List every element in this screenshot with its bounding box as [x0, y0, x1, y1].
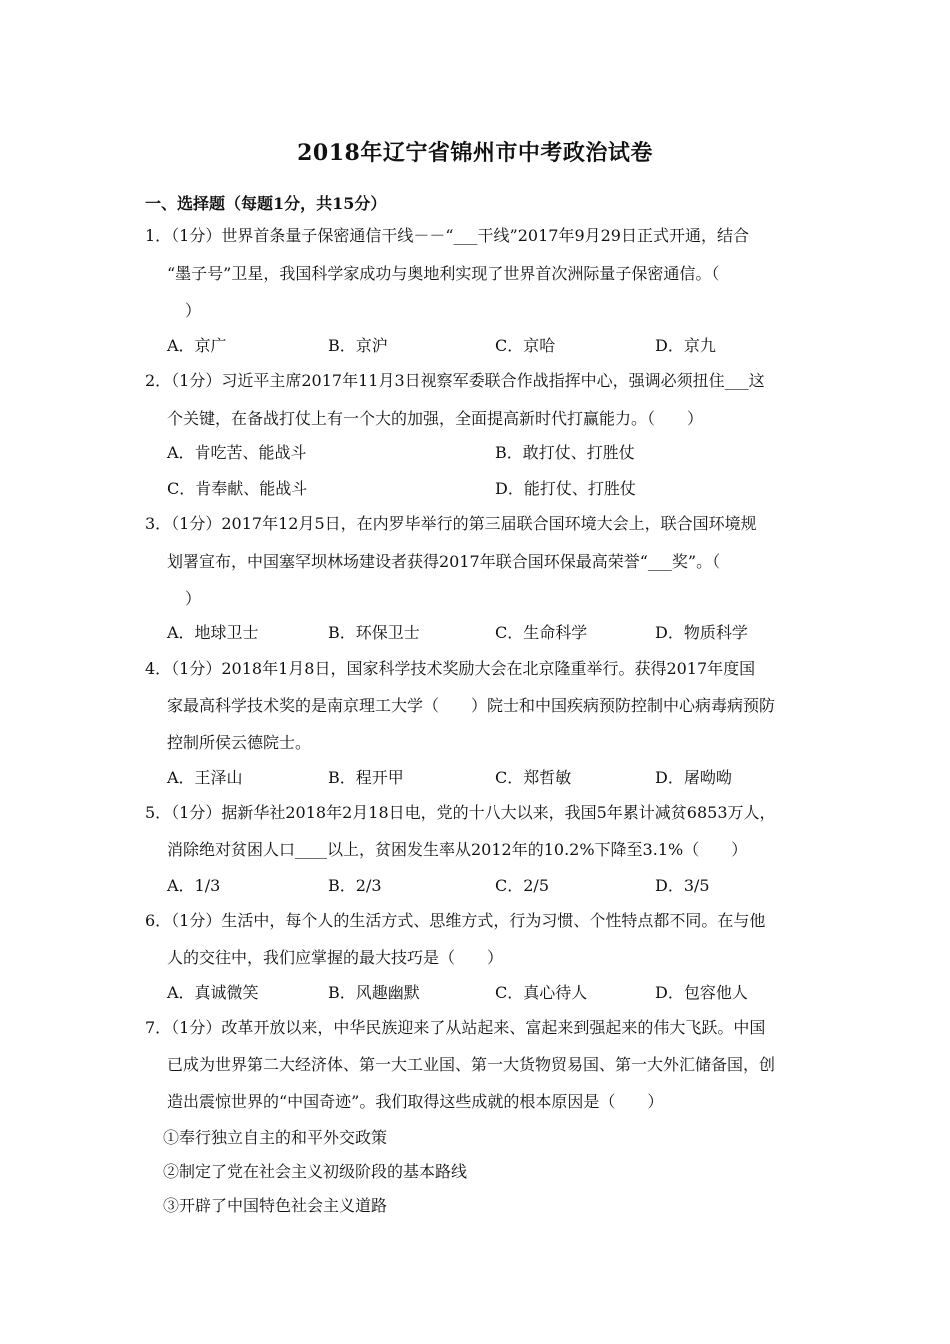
option-a: A．地球卫士 [167, 623, 259, 642]
option-b: B．2/3 [328, 876, 382, 895]
option-a: A．王泽山 [167, 768, 243, 787]
option-c: C．真心待人 [495, 983, 588, 1002]
option-b: B．风趣幽默 [328, 983, 420, 1002]
option-c: C．生命科学 [495, 623, 588, 642]
question-text: 家最高科学技术奖的是南京理工大学（ ）院士和中国疾病预防控制中心病毒病预防 [167, 696, 776, 715]
question-text: 造出震惊世界的“中国奇迹”。我们取得这些成就的根本原因是（ ） [167, 1092, 664, 1111]
question-text: 已成为世界第二大经济体、第一大工业国、第一大货物贸易国、第一大外汇储备国，创 [167, 1055, 776, 1074]
option-d: D．屠呦呦 [655, 768, 732, 787]
page-title: 2018年辽宁省锦州市中考政治试卷 [297, 140, 653, 166]
option-c: C．2/5 [495, 876, 549, 895]
question-text: 4．（1分）2018年1月8日，国家科学技术奖励大会在北京隆重举行。获得2017年度国 [145, 659, 756, 678]
statement-2: ②制定了党在社会主义初级阶段的基本路线 [163, 1162, 468, 1181]
question-text: 6．（1分）生活中，每个人的生活方式、思维方式，行为习惯、个性特点都不同。在与他 [145, 911, 766, 930]
question-text: ） [185, 301, 202, 320]
statement-3: ③开辟了中国特色社会主义道路 [163, 1196, 388, 1215]
question-text: 消除绝对贫困人口____以上，贫困发生率从2012年的10.2%下降至3.1%（ ） [167, 840, 748, 859]
question-text: “墨子号”卫星，我国科学家成功与奥地利实现了世界首次洲际量子保密通信。（ [167, 264, 720, 283]
question-text: 人的交往中，我们应掌握的最大技巧是（ ） [167, 948, 504, 967]
option-c: C．肯奉献、能战斗 [167, 479, 308, 498]
option-a: A．京广 [167, 336, 227, 355]
section-heading: 一、选择题（每题1分，共15分） [145, 194, 387, 213]
option-b: B．程开甲 [328, 768, 404, 787]
question-text: 控制所侯云德院士。 [167, 733, 312, 752]
option-d: D．包容他人 [655, 983, 748, 1002]
question-text: 7．（1分）改革开放以来，中华民族迎来了从站起来、富起来到强起来的伟大飞跃。中国 [145, 1018, 766, 1037]
option-d: D．能打仗、打胜仗 [495, 479, 636, 498]
question-text: 3．（1分）2017年12月5日，在内罗毕举行的第三届联合国环境大会上，联合国环境规 [145, 514, 757, 533]
question-text: ） [185, 589, 202, 608]
question-text: 1．（1分）世界首条量子保密通信干线－－“___干线”2017年9月29日正式开通，结合 [145, 226, 749, 245]
option-b: B．京沪 [328, 336, 388, 355]
question-text: 2．（1分）习近平主席2017年11月3日视察军委联合作战指挥中心，强调必须扭住___这 [145, 371, 765, 390]
option-d: D．3/5 [655, 876, 710, 895]
option-a: A．1/3 [167, 876, 221, 895]
option-b: B．环保卫士 [328, 623, 420, 642]
option-a: A．真诚微笑 [167, 983, 259, 1002]
option-d: D．物质科学 [655, 623, 748, 642]
question-text: 5．（1分）据新华社2018年2月18日电，党的十八大以来，我国5年累计减贫6853万人， [145, 803, 776, 822]
option-d: D．京九 [655, 336, 716, 355]
question-text: 个关键，在备战打仗上有一个大的加强，全面提高新时代打赢能力。（ ） [167, 409, 704, 428]
question-text: 划署宣布，中国塞罕坝林场建设者获得2017年联合国环保最高荣誉“___奖”。（ [167, 552, 721, 571]
option-a: A．肯吃苦、能战斗 [167, 443, 307, 462]
option-b: B．敢打仗、打胜仗 [495, 443, 635, 462]
statement-1: ①奉行独立自主的和平外交政策 [163, 1128, 388, 1147]
option-c: C．郑哲敏 [495, 768, 572, 787]
option-c: C．京哈 [495, 336, 556, 355]
